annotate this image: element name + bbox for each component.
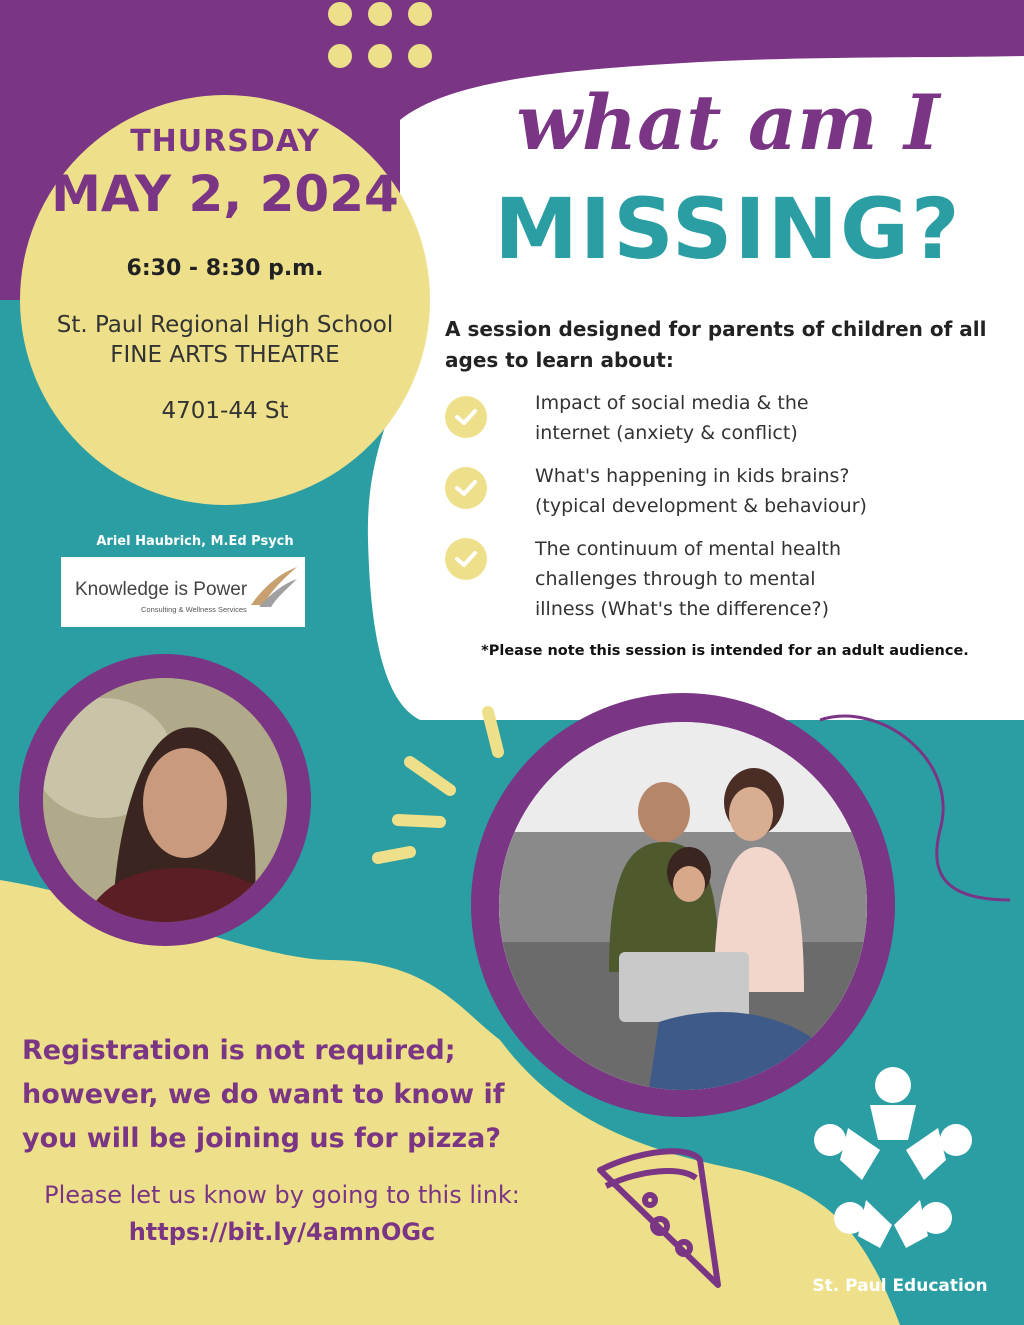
session-intro: A session designed for parents of children of all ages to learn about:	[445, 317, 987, 372]
check-icon	[445, 396, 487, 438]
topic-item	[535, 534, 995, 624]
check-icon	[445, 538, 487, 580]
link-prompt: Please let us know by going to this link:	[44, 1181, 520, 1209]
registration-text: you will be joining us for pizza?	[22, 1123, 501, 1154]
organization-name: St. Paul Education	[812, 1276, 988, 1296]
topic-line: What's happening in kids brains?	[535, 465, 850, 487]
event-time: 6:30 - 8:30 p.m.	[126, 256, 324, 281]
event-venue: St. Paul Regional High School	[56, 312, 394, 338]
event-venue-room: FINE ARTS THEATRE	[110, 342, 340, 368]
event-address: 4701-44 St	[161, 398, 289, 424]
headline-script: what am I	[516, 78, 940, 167]
st-paul-education-logo	[814, 1067, 972, 1248]
logo-swoosh-icon	[247, 565, 299, 609]
logo-name: Knowledge is Power	[75, 579, 248, 600]
topic-line: The continuum of mental health	[535, 538, 842, 560]
logo-subtitle: Consulting & Wellness Services	[141, 605, 247, 614]
presenter-photo	[43, 678, 287, 922]
knowledge-is-power-logo	[61, 557, 305, 627]
burst-strokes	[378, 712, 498, 858]
registration-link[interactable]: https://bit.ly/4amnOGc	[128, 1218, 436, 1246]
audience-note: *Please note this session is intended for an adult audience.	[481, 643, 969, 659]
topic-item	[535, 388, 995, 448]
event-date: MAY 2, 2024	[51, 165, 399, 223]
headline-main: MISSING?	[494, 180, 962, 278]
presenter-name: Ariel Haubrich, M.Ed Psych	[96, 534, 294, 549]
event-day: THURSDAY	[130, 124, 320, 159]
check-icon	[445, 467, 487, 509]
topic-line: (typical development & behaviour)	[535, 495, 867, 517]
topic-line: illness (What's the difference?)	[535, 598, 829, 620]
topic-line: Impact of social media & the	[535, 392, 809, 414]
topic-line: internet (anxiety & conflict)	[535, 422, 798, 444]
topic-item	[535, 461, 995, 521]
registration-text: however, we do want to know if	[22, 1079, 505, 1110]
registration-text: Registration is not required;	[22, 1035, 456, 1066]
topic-line: challenges through to mental	[535, 568, 816, 590]
